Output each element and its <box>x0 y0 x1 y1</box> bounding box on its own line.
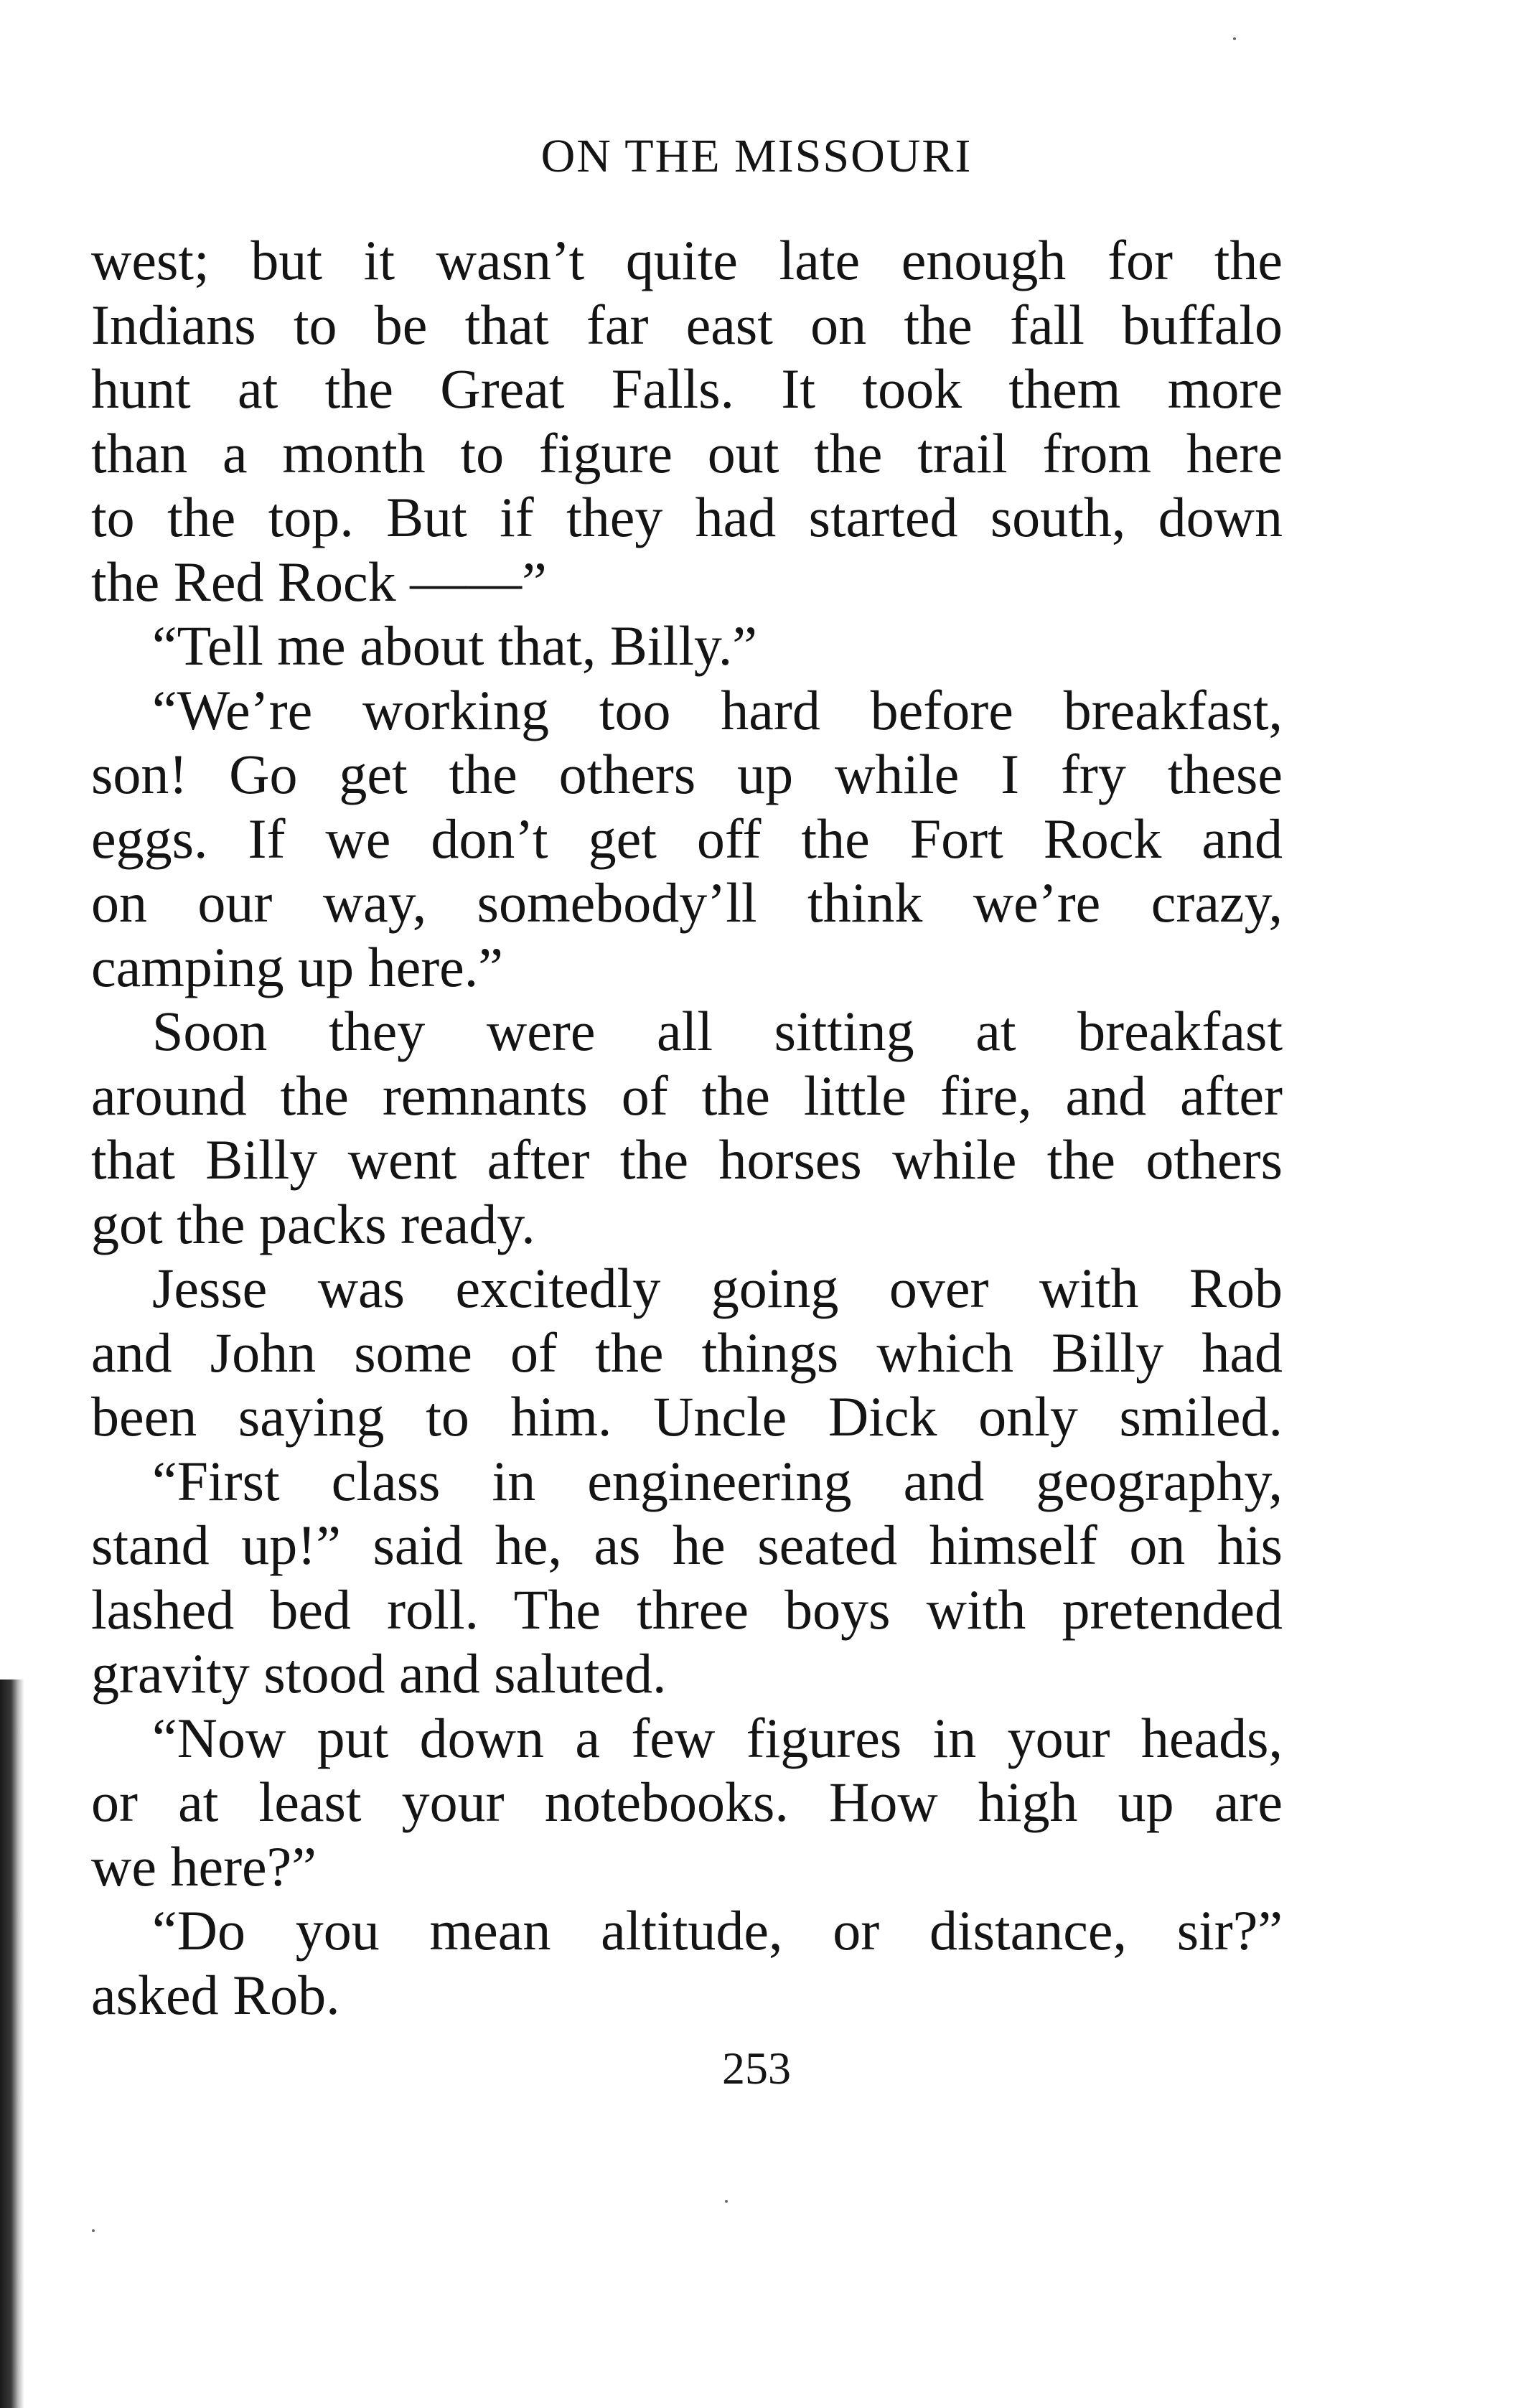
text-line: west; but it wasn’t quite late enough for the <box>91 229 1283 291</box>
text-line: and John some of the things which Billy had <box>91 1321 1283 1384</box>
text-line: gravity stood and saluted. <box>91 1642 667 1705</box>
text-line: to the top. But if they had started south, down <box>91 486 1283 548</box>
paper-speck <box>1233 37 1236 40</box>
binding-shadow <box>0 1679 24 2408</box>
text-line: “Now put down a few figures in your heads, <box>152 1706 1283 1769</box>
page-number: 253 <box>722 2043 791 2094</box>
text-line: been saying to him. Uncle Dick only smiled. <box>91 1385 1283 1448</box>
text-line: than a month to figure out the trail from here <box>91 421 1283 484</box>
text-line: or at least your notebooks. How high up are <box>91 1771 1283 1833</box>
text-line: hunt at the Great Falls. It took them more <box>91 357 1283 420</box>
text-line: camping up here.” <box>91 935 503 998</box>
text-line: Indians to be that far east on the fall buffalo <box>91 293 1283 356</box>
text-line: we here?” <box>91 1835 317 1898</box>
paper-speck <box>92 2229 95 2232</box>
text-line: eggs. If we don’t get off the Fort Rock and <box>91 807 1283 870</box>
text-line: son! Go get the others up while I fry these <box>91 743 1283 805</box>
running-head: ON THE MISSOURI <box>540 130 973 182</box>
text-line: got the packs ready. <box>91 1192 535 1255</box>
text-line: lashed bed roll. The three boys with pretended <box>91 1578 1283 1641</box>
text-line: stand up!” said he, as he seated himself on his <box>91 1514 1283 1576</box>
paper-speck <box>725 2200 728 2203</box>
text-line: “Do you mean altitude, or distance, sir?” <box>152 1899 1283 1962</box>
text-line: asked Rob. <box>91 1963 340 2026</box>
text-line: the Red Rock ——” <box>91 550 547 613</box>
text-line: “We’re working too hard before breakfast, <box>152 678 1283 741</box>
text-line: Jesse was excitedly going over with Rob <box>152 1257 1283 1319</box>
text-line: “Tell me about that, Billy.” <box>152 614 757 677</box>
text-line: “First class in engineering and geography, <box>152 1449 1283 1512</box>
text-line: around the remnants of the little fire, and after <box>91 1064 1283 1127</box>
text-line: on our way, somebody’ll think we’re crazy, <box>91 871 1283 934</box>
text-line: Soon they were all sitting at breakfast <box>152 1000 1283 1062</box>
body-text <box>91 228 1283 2027</box>
text-line: that Billy went after the horses while the others <box>91 1128 1283 1191</box>
